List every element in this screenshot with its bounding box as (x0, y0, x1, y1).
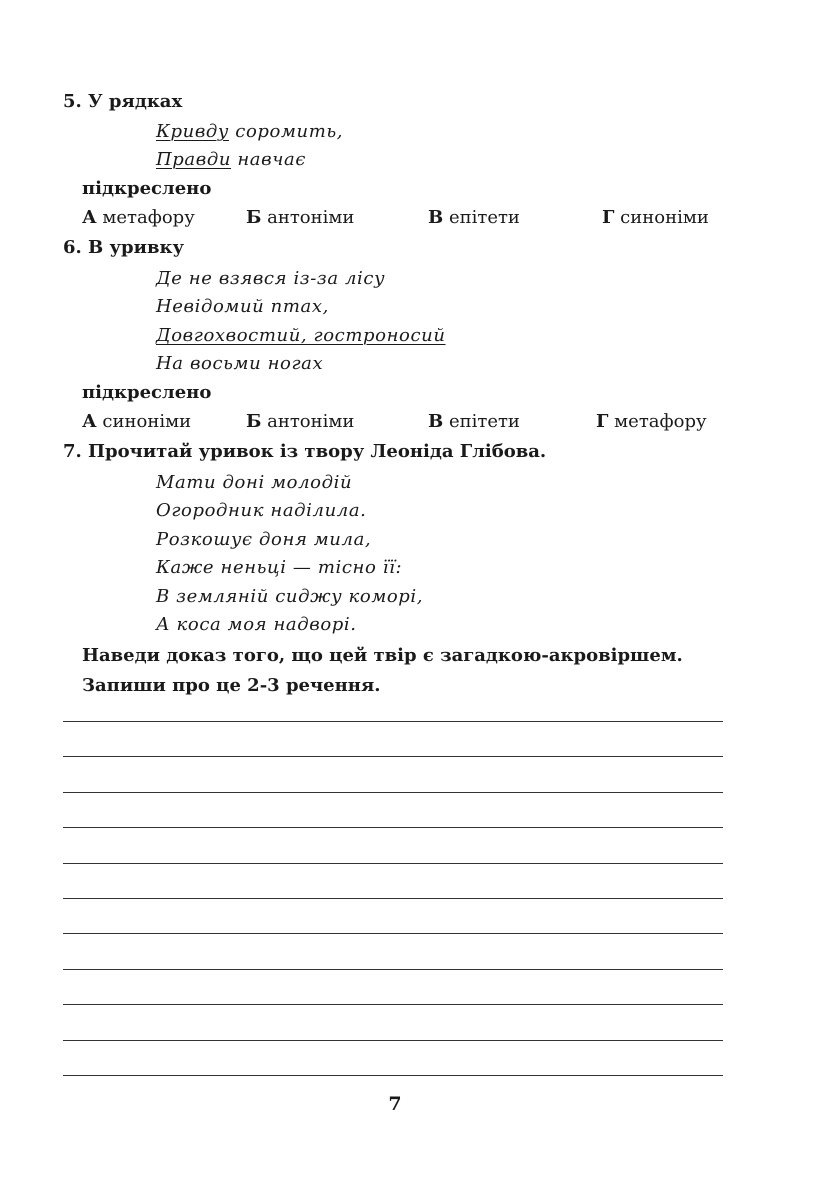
answer-line[interactable] (63, 792, 723, 793)
q5-option-a-letter: А (82, 207, 97, 228)
q5-option-d-text: синоніми (620, 207, 709, 228)
q6-option-c[interactable] (428, 411, 520, 433)
answer-line[interactable] (63, 1075, 723, 1076)
q6-verse-line-1: Де не взявся із-за лісу (156, 268, 386, 289)
q6-option-d[interactable] (596, 411, 707, 433)
question-6-title: 6. В уривку (63, 237, 185, 258)
q6-option-c-text: епітети (448, 411, 520, 432)
q7-verse-line-6: А коса моя надворі. (156, 614, 357, 635)
q6-option-a-text: синоніми (102, 411, 192, 432)
answer-line[interactable] (63, 1004, 723, 1005)
question-7-title: 7. Прочитай уривок із твору Леоніда Глібова. (63, 441, 547, 462)
q5-option-a-text: метафору (102, 207, 195, 228)
q5-verse-line-2-rest: навчає (231, 149, 307, 170)
q5-option-c-text: епітети (448, 207, 520, 228)
q5-underlined-word-2: Правди (156, 149, 232, 170)
q6-option-a[interactable] (82, 411, 191, 433)
q7-task-line-2: Запиши про це 2-3 речення. (82, 675, 381, 696)
q6-verse-line-4: На восьми ногах (156, 353, 324, 374)
q7-verse-line-3: Розкошує доня мила, (156, 529, 372, 550)
q7-verse-line-2: Огородник наділила. (156, 500, 367, 521)
q6-option-b-text: антоніми (267, 411, 355, 432)
q7-verse-line-4: Каже неньці — тісно її: (156, 557, 403, 578)
q5-verse-line-2 (156, 149, 306, 171)
q5-option-b-text: антоніми (267, 207, 355, 228)
answer-line[interactable] (63, 721, 723, 722)
q6-verse-line-2: Невідомий птах, (156, 296, 329, 317)
q6-option-b[interactable] (246, 411, 354, 433)
q5-option-c-letter: В (428, 207, 444, 228)
answer-line[interactable] (63, 827, 723, 828)
q5-underlined-label: підкреслено (82, 178, 212, 199)
q7-task-line-1: Наведи доказ того, що цей твір є загадкою-акровіршем. (82, 645, 683, 666)
q7-verse-line-1: Мати доні молодій (156, 472, 353, 493)
q6-verse-line-3-underlined: Довгохвостий, гостроносий (156, 325, 446, 346)
q5-option-d[interactable] (602, 207, 709, 229)
q6-option-a-letter: А (82, 411, 97, 432)
question-5-title: 5. У рядках (63, 91, 183, 112)
q5-verse-line-1-rest: соромить, (228, 121, 344, 142)
answer-line[interactable] (63, 933, 723, 934)
answer-line[interactable] (63, 898, 723, 899)
answer-line[interactable] (63, 756, 723, 757)
q7-verse-line-5: В земляній сиджу коморі, (156, 586, 424, 607)
q6-option-d-text: метафору (614, 411, 707, 432)
q5-underlined-word-1: Кривду (156, 121, 229, 142)
q5-option-c[interactable] (428, 207, 520, 229)
answer-line[interactable] (63, 1040, 723, 1041)
answer-line[interactable] (63, 969, 723, 970)
answer-line[interactable] (63, 863, 723, 864)
q6-option-b-letter: Б (246, 411, 262, 432)
q5-option-a[interactable] (82, 207, 195, 229)
q6-underlined-label: підкреслено (82, 382, 212, 403)
page-number: 7 (388, 1093, 402, 1115)
q5-verse-line-1 (156, 121, 343, 143)
q5-option-d-letter: Г (602, 207, 615, 228)
q5-option-b-letter: Б (246, 207, 262, 228)
q6-option-d-letter: Г (596, 411, 609, 432)
q6-option-c-letter: В (428, 411, 444, 432)
q5-option-b[interactable] (246, 207, 354, 229)
